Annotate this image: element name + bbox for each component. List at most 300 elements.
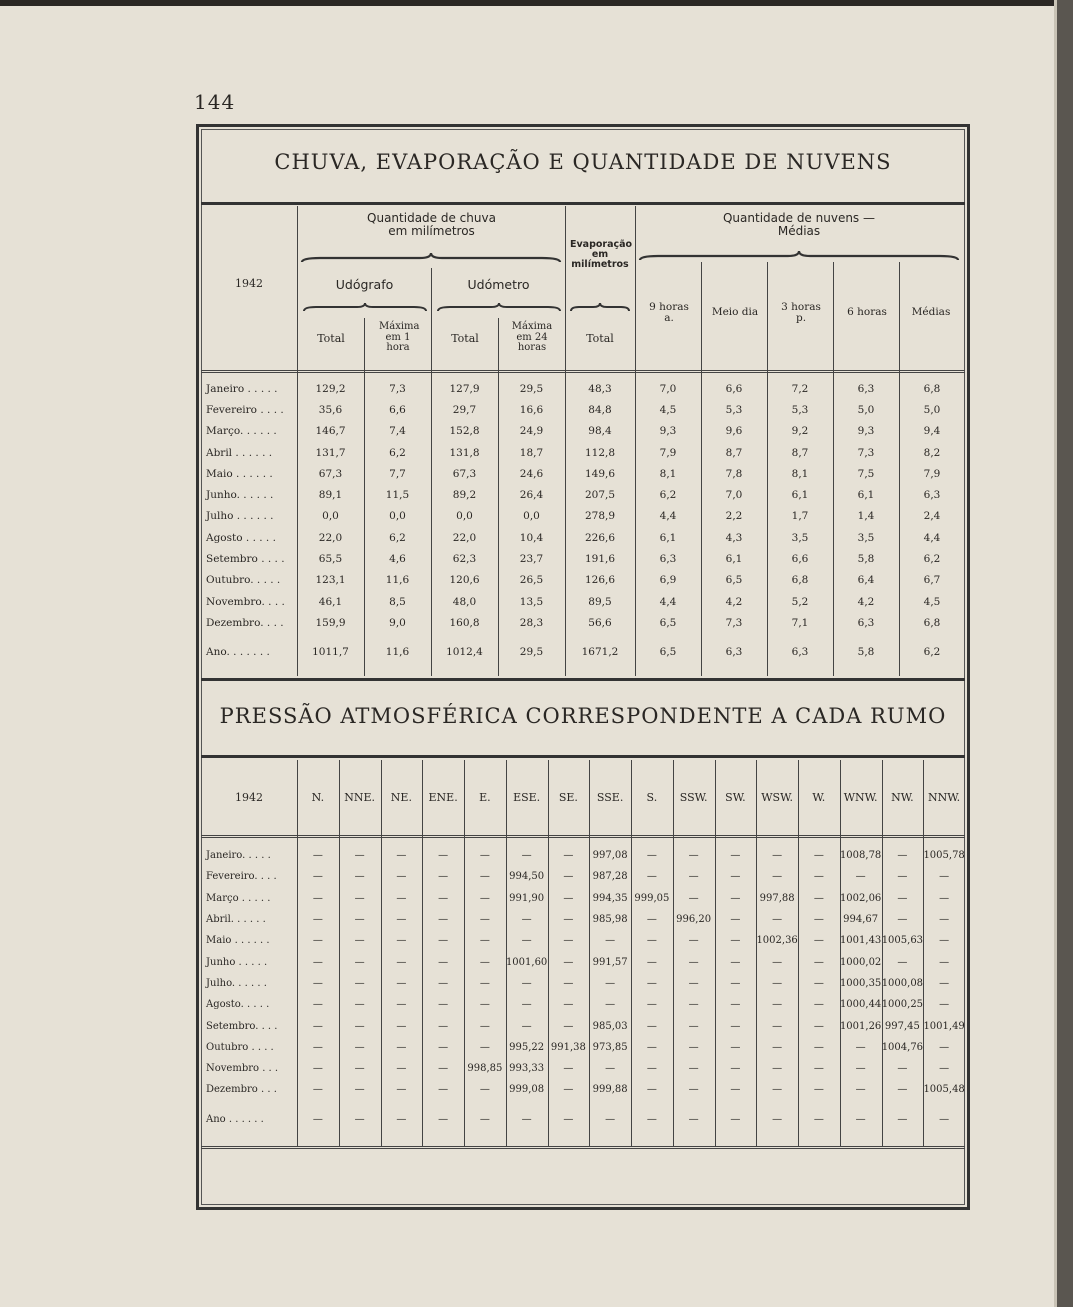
section2-header-table	[201, 760, 965, 835]
table-cell: —	[438, 1041, 449, 1053]
nuvens-group-header	[636, 212, 962, 237]
table-cell: —	[438, 1084, 449, 1096]
direction-header: SW.	[725, 791, 746, 804]
table-cell: 6,2	[923, 553, 941, 566]
table-cell: —	[939, 892, 950, 904]
table-cell: 89,5	[588, 595, 612, 608]
table-cell: —	[438, 1063, 449, 1075]
table-cell: 1005,78	[923, 850, 965, 862]
table-cell: 24,9	[519, 425, 544, 438]
table-cell: 1004,76	[881, 1041, 924, 1053]
table-cell: —	[396, 892, 407, 904]
table-cell: —	[688, 892, 699, 904]
month-label: Maio . . . . . .	[206, 935, 270, 947]
table-cell: —	[312, 892, 323, 904]
table-cell: 5,8	[857, 553, 875, 566]
table-cell: 2,4	[923, 510, 941, 523]
table-cell: 89,1	[318, 489, 343, 502]
table-cell: 7,3	[725, 616, 743, 629]
table-cell: —	[688, 1084, 699, 1096]
table-cell: 67,3	[318, 467, 343, 480]
table-row	[201, 909, 965, 930]
table-cell: —	[521, 1114, 532, 1126]
table-cell: 6,1	[791, 489, 809, 502]
table-cell: —	[646, 1020, 657, 1032]
table-cell: 6,8	[923, 616, 941, 629]
month-label: Agosto . . . . .	[206, 531, 276, 544]
direction-header: S.	[646, 791, 658, 804]
table-cell: 6,3	[857, 382, 875, 395]
month-label: Janeiro . . . . .	[206, 382, 278, 395]
nuvens-col-6h: 6 horas	[847, 306, 887, 318]
table-cell: 159,9	[315, 616, 346, 629]
table-row	[201, 973, 965, 994]
table-cell: —	[396, 999, 407, 1011]
table-cell: —	[438, 1114, 449, 1126]
direction-header: ESE.	[513, 791, 541, 804]
table-cell: —	[312, 1114, 323, 1126]
table-cell: —	[354, 999, 365, 1011]
table-cell: 10,4	[519, 531, 544, 544]
table-cell: —	[813, 1041, 824, 1053]
table-cell: —	[354, 892, 365, 904]
table-cell: 46,1	[318, 595, 343, 608]
table-row	[201, 506, 965, 527]
direction-header: SE.	[558, 791, 578, 804]
table-cell: 998,85	[467, 1063, 503, 1075]
table-cell: —	[813, 1084, 824, 1096]
table-cell: —	[563, 1084, 574, 1096]
table-cell: —	[730, 977, 741, 989]
month-label: Janeiro. . . . .	[206, 850, 271, 862]
table-cell: 6,6	[389, 403, 406, 416]
direction-header: ENE.	[428, 791, 458, 804]
table-cell: 48,0	[452, 595, 477, 608]
table-cell: 6,5	[725, 574, 743, 587]
section1-year-header: 1942	[235, 277, 263, 290]
nuvens-group-label: Quantidade de nuvens — Médias	[722, 211, 875, 238]
table-cell: —	[855, 871, 866, 883]
table-cell: 0,0	[456, 510, 473, 523]
table-cell: 4,6	[389, 553, 406, 566]
table-cell: —	[813, 850, 824, 862]
table-cell: —	[813, 956, 824, 968]
table-cell: 9,6	[725, 425, 743, 438]
table-cell: —	[939, 1114, 950, 1126]
table-cell: 6,6	[725, 382, 743, 395]
table-cell: —	[354, 850, 365, 862]
month-label: Setembro . . . .	[206, 553, 285, 566]
table-cell: —	[939, 977, 950, 989]
table-cell: —	[521, 977, 532, 989]
table-cell: —	[354, 1114, 365, 1126]
table-cell: —	[688, 1020, 699, 1032]
table-cell: 5,0	[923, 403, 941, 416]
table-cell: —	[438, 850, 449, 862]
year-total-row	[201, 642, 965, 663]
table-row	[201, 888, 965, 909]
month-label: Outubro . . . .	[206, 1041, 274, 1053]
table-cell: —	[605, 1063, 616, 1075]
table-cell: 28,3	[519, 616, 544, 629]
table-cell: 9,2	[791, 425, 809, 438]
nuvens-col-9h	[636, 302, 702, 324]
maxima-1h-label: Máxima em 1 hora	[379, 321, 420, 353]
table-cell: —	[605, 999, 616, 1011]
month-label: Julho. . . . . .	[206, 977, 267, 989]
month-label: Março . . . . .	[206, 892, 271, 904]
table-cell: 9,3	[659, 425, 677, 438]
table-row	[201, 378, 965, 399]
table-cell: 129,2	[315, 382, 346, 395]
table-cell: —	[813, 1020, 824, 1032]
table-cell: —	[855, 1041, 866, 1053]
table-cell: 7,7	[389, 467, 406, 480]
direction-header: NW.	[891, 791, 914, 804]
table-cell: 1000,44	[839, 999, 882, 1011]
table-cell: —	[688, 871, 699, 883]
table-cell: 5,3	[725, 403, 743, 416]
table-cell: —	[730, 892, 741, 904]
table-cell: 994,50	[509, 871, 545, 883]
table-row	[201, 548, 965, 569]
spacer-row	[201, 634, 965, 642]
table-cell: —	[813, 977, 824, 989]
table-cell: —	[438, 871, 449, 883]
table-cell: 1,7	[791, 510, 809, 523]
table-cell: 997,45	[884, 1020, 920, 1032]
table-cell: 1005,48	[923, 1084, 965, 1096]
table-cell: —	[479, 956, 490, 968]
table-cell: 987,28	[592, 871, 628, 883]
table-cell: —	[646, 850, 657, 862]
table-cell: 13,5	[519, 595, 544, 608]
table-cell: —	[438, 935, 449, 947]
table-cell: 48,3	[588, 382, 612, 395]
table-cell: 18,7	[519, 446, 544, 459]
table-cell: —	[479, 1041, 490, 1053]
table-cell: 11,6	[385, 574, 410, 587]
table-cell: —	[939, 871, 950, 883]
table-row	[201, 1015, 965, 1036]
table-cell: 7,5	[857, 467, 875, 480]
page-top-edge	[0, 0, 1073, 6]
table-cell: 7,1	[791, 616, 809, 629]
table-cell: 6,2	[923, 646, 941, 659]
table-row	[201, 591, 965, 612]
table-cell: —	[897, 871, 908, 883]
nuvens-col-meio-dia: Meio dia	[711, 306, 759, 318]
table-cell: —	[688, 1063, 699, 1075]
table-cell: 67,3	[452, 467, 477, 480]
table-cell: —	[563, 871, 574, 883]
table-cell: —	[939, 956, 950, 968]
table-cell: —	[772, 956, 783, 968]
table-cell: 5,0	[857, 403, 875, 416]
udografo-total-header: Total	[317, 332, 345, 345]
table-cell: 0,0	[523, 510, 540, 523]
section1-header-bottom-rule	[201, 370, 965, 371]
table-cell: 7,3	[857, 446, 875, 459]
page-number: 144	[194, 90, 236, 114]
table-cell: —	[312, 999, 323, 1011]
table-cell: —	[521, 999, 532, 1011]
table-cell: —	[730, 1041, 741, 1053]
table-cell: —	[312, 1020, 323, 1032]
table-cell: —	[813, 914, 824, 926]
maxima-24h-label: Máxima em 24 horas	[511, 321, 553, 353]
month-label: Julho . . . . . .	[206, 510, 274, 523]
table-cell: 4,2	[857, 595, 875, 608]
table-row	[201, 994, 965, 1015]
month-label: Setembro. . . .	[206, 1020, 278, 1032]
table-cell: 3,5	[857, 531, 875, 544]
table-cell: —	[438, 892, 449, 904]
table-cell: 6,3	[923, 489, 941, 502]
table-cell: 991,90	[509, 892, 545, 904]
table-cell: —	[354, 871, 365, 883]
table-cell: —	[312, 977, 323, 989]
table-cell: —	[563, 1020, 574, 1032]
table-cell: 6,9	[659, 574, 677, 587]
table-row	[201, 421, 965, 442]
table-cell: 8,7	[791, 446, 809, 459]
direction-header: WSW.	[761, 791, 793, 804]
table-cell: 7,4	[389, 425, 406, 438]
table-cell: —	[730, 1020, 741, 1032]
table-cell: 4,4	[923, 531, 941, 544]
udometro-maxima-header	[499, 322, 565, 354]
table-cell: —	[646, 935, 657, 947]
table-cell: 6,5	[659, 646, 677, 659]
table-cell: 98,4	[588, 425, 612, 438]
direction-header: E.	[479, 791, 491, 804]
table-cell: —	[813, 999, 824, 1011]
table-cell: 6,2	[389, 531, 406, 544]
table-cell: —	[354, 1063, 365, 1075]
direction-header: NNE.	[344, 791, 376, 804]
table-cell: 1011,7	[312, 646, 349, 659]
table-cell: 6,7	[923, 574, 941, 587]
table-cell: —	[354, 956, 365, 968]
table-cell: 65,5	[318, 553, 343, 566]
table-row	[201, 399, 965, 420]
table-cell: —	[396, 1020, 407, 1032]
table-cell: —	[772, 871, 783, 883]
table-cell: 1001,43	[839, 935, 882, 947]
table-cell: —	[563, 977, 574, 989]
table-cell: 191,6	[584, 553, 616, 566]
table-cell: —	[563, 914, 574, 926]
table-cell: 6,2	[389, 446, 406, 459]
table-cell: —	[813, 1063, 824, 1075]
table-cell: —	[521, 914, 532, 926]
table-cell: 149,6	[584, 467, 616, 480]
table-cell: 89,2	[452, 489, 477, 502]
table-cell: —	[563, 850, 574, 862]
table-cell: 985,03	[592, 1020, 628, 1032]
table-cell: 84,8	[588, 403, 612, 416]
table-cell: —	[563, 935, 574, 947]
table-cell: —	[396, 1114, 407, 1126]
table-cell: 0,0	[389, 510, 406, 523]
table-cell: —	[897, 850, 908, 862]
table-row	[201, 612, 965, 633]
table-cell: —	[646, 871, 657, 883]
udografo-header: Udógrafo	[335, 277, 394, 292]
table-cell: —	[897, 956, 908, 968]
table-cell: —	[438, 1020, 449, 1032]
table-cell: 7,0	[659, 382, 677, 395]
table-cell: —	[396, 1063, 407, 1075]
table-cell: —	[354, 935, 365, 947]
table-cell: 999,88	[592, 1084, 628, 1096]
table-cell: —	[479, 871, 490, 883]
direction-header: WNW.	[843, 791, 878, 804]
table-cell: 29,5	[519, 382, 544, 395]
table-cell: —	[396, 914, 407, 926]
table-cell: —	[479, 977, 490, 989]
table-cell: —	[563, 1114, 574, 1126]
table-cell: —	[479, 999, 490, 1011]
table-cell: 1005,63	[881, 935, 924, 947]
table-cell: 26,5	[519, 574, 544, 587]
table-cell: 123,1	[315, 574, 346, 587]
table-cell: 8,1	[791, 467, 809, 480]
month-label: Agosto. . . . .	[206, 999, 270, 1011]
table-cell: —	[772, 1020, 783, 1032]
table-cell: —	[772, 1041, 783, 1053]
table-row	[201, 951, 965, 972]
table-cell: 8,5	[389, 595, 406, 608]
table-cell: 6,3	[725, 646, 743, 659]
table-cell: 994,67	[843, 914, 879, 926]
table-cell: 7,0	[725, 489, 743, 502]
table-cell: —	[521, 935, 532, 947]
table-cell: 7,9	[659, 446, 677, 459]
table-cell: —	[479, 914, 490, 926]
table-cell: —	[312, 914, 323, 926]
table-cell: 996,20	[676, 914, 712, 926]
table-cell: —	[479, 935, 490, 947]
table-cell: —	[688, 1041, 699, 1053]
table-cell: 16,6	[519, 403, 544, 416]
table-cell: 1,4	[857, 510, 875, 523]
month-label: Novembro . . .	[206, 1063, 279, 1075]
month-label: Dezembro . . .	[206, 1084, 277, 1096]
section-divider	[201, 678, 965, 681]
table-cell: —	[813, 892, 824, 904]
evaporacao-total-header: Total	[586, 332, 614, 345]
table-cell: 4,4	[659, 510, 677, 523]
table-cell: 6,6	[791, 553, 809, 566]
evaporacao-label: Evaporação em milímetros	[570, 239, 633, 270]
table-cell: 2,2	[725, 510, 743, 523]
table-cell: —	[396, 871, 407, 883]
table-cell: —	[563, 1063, 574, 1075]
table-cell: —	[897, 914, 908, 926]
table-cell: —	[688, 977, 699, 989]
table-cell: —	[438, 977, 449, 989]
table-cell: —	[730, 956, 741, 968]
page-right-edge	[1057, 0, 1073, 1307]
table-cell: —	[897, 1084, 908, 1096]
table-cell: —	[479, 850, 490, 862]
section1-table	[201, 378, 965, 663]
table-cell: —	[688, 1114, 699, 1126]
table-cell: 6,4	[857, 574, 875, 587]
table-row	[201, 463, 965, 484]
table-cell: 8,7	[725, 446, 743, 459]
table-cell: 997,88	[759, 892, 795, 904]
table-cell: 1000,35	[839, 977, 882, 989]
table-cell: —	[312, 1084, 323, 1096]
table-cell: —	[813, 871, 824, 883]
table-cell: —	[646, 977, 657, 989]
section1-header-bottom-rule-2	[201, 372, 965, 373]
table-cell: 1002,06	[839, 892, 882, 904]
table-cell: —	[605, 1114, 616, 1126]
table-cell: —	[730, 935, 741, 947]
table-row	[201, 442, 965, 463]
section1-title-rule	[201, 202, 965, 205]
table-cell: 24,6	[519, 467, 544, 480]
table-cell: 7,3	[389, 382, 406, 395]
table-cell: —	[730, 850, 741, 862]
table-cell: 997,08	[592, 850, 628, 862]
table-cell: 1001,26	[839, 1020, 882, 1032]
table-cell: 1001,49	[923, 1020, 965, 1032]
table-cell: —	[688, 999, 699, 1011]
table-cell: 991,57	[592, 956, 628, 968]
table-cell: —	[354, 1084, 365, 1096]
table-cell: 1671,2	[581, 646, 619, 659]
table-cell: 6,8	[923, 382, 941, 395]
table-cell: —	[312, 1041, 323, 1053]
table-cell: —	[646, 999, 657, 1011]
table-cell: 5,3	[791, 403, 809, 416]
section1-title: CHUVA, EVAPORAÇÃO E QUANTIDADE DE NUVENS	[274, 150, 892, 174]
table-cell: 160,8	[449, 616, 480, 629]
table-cell: 6,5	[659, 616, 677, 629]
table-cell: 999,05	[634, 892, 670, 904]
table-cell: —	[521, 1020, 532, 1032]
table-cell: —	[396, 1041, 407, 1053]
section2-bottom-rule-2	[201, 1148, 965, 1149]
table-cell: 278,9	[584, 510, 616, 523]
table-cell: 127,9	[449, 382, 480, 395]
table-row	[201, 1079, 965, 1100]
table-cell: 226,6	[584, 531, 616, 544]
table-cell: —	[521, 850, 532, 862]
table-cell: 120,6	[449, 574, 480, 587]
table-cell: 9,4	[923, 425, 941, 438]
table-cell: —	[354, 1041, 365, 1053]
table-cell: —	[813, 1114, 824, 1126]
table-row	[201, 866, 965, 887]
table-cell: 8,1	[659, 467, 677, 480]
rain-group-header	[298, 212, 565, 237]
month-label: Abril . . . . . .	[206, 446, 273, 459]
table-cell: 152,8	[449, 425, 480, 438]
table-cell: —	[396, 1084, 407, 1096]
month-label: Maio . . . . . .	[206, 467, 273, 480]
table-cell: —	[813, 935, 824, 947]
evaporacao-brace	[569, 302, 631, 314]
table-cell: 6,8	[791, 574, 809, 587]
table-cell: 146,7	[315, 425, 346, 438]
table-cell: —	[563, 892, 574, 904]
